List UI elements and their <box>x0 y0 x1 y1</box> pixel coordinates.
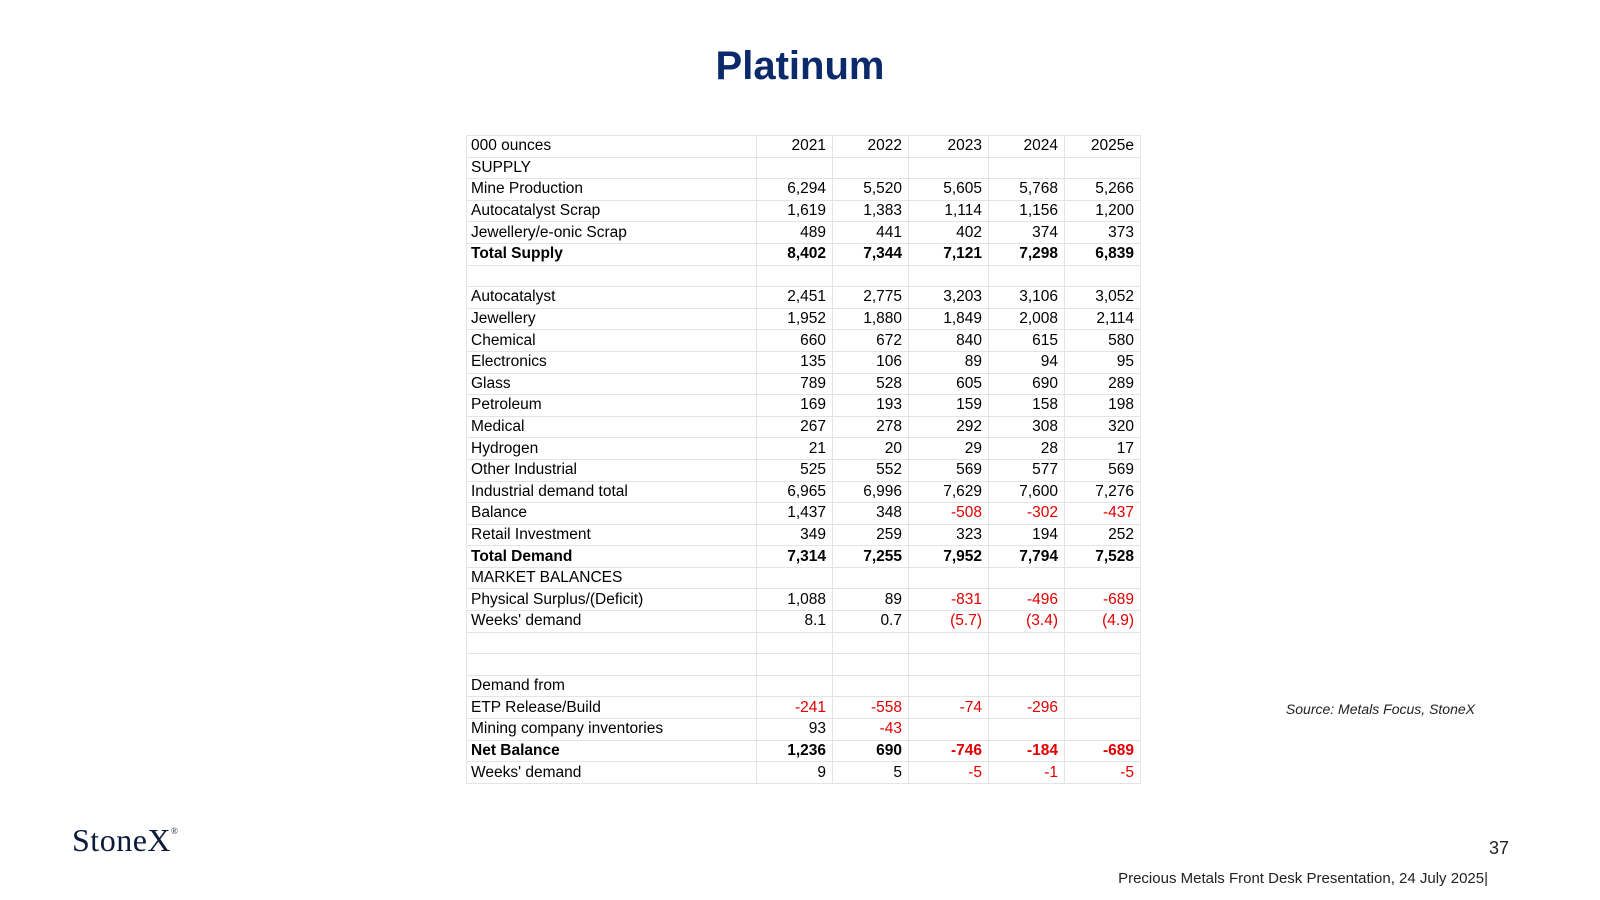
table-row <box>467 697 1141 719</box>
table-row <box>467 503 1141 525</box>
cell-2023: 402 <box>909 222 989 244</box>
cell-2024 <box>989 265 1065 287</box>
cell-2024: 1,156 <box>989 200 1065 222</box>
cell-2024: 308 <box>989 416 1065 438</box>
cell-2022: -43 <box>833 719 909 741</box>
cell-2023 <box>909 265 989 287</box>
logo-wordmark: StoneX <box>72 822 171 858</box>
table-row <box>467 740 1141 762</box>
row-label: Jewellery <box>467 308 757 330</box>
cell-2022: 5,520 <box>833 179 909 201</box>
cell-2021: 93 <box>757 719 833 741</box>
header-year-2025e: 2025e <box>1065 136 1141 158</box>
cell-2025e <box>1065 632 1141 654</box>
cell-2024: 158 <box>989 395 1065 417</box>
header-year-2023: 2023 <box>909 136 989 158</box>
cell-2025e <box>1065 567 1141 589</box>
cell-2022 <box>833 632 909 654</box>
cell-2023: 29 <box>909 438 989 460</box>
cell-2025e: 198 <box>1065 395 1141 417</box>
cell-2025e: 6,839 <box>1065 243 1141 265</box>
cell-2023 <box>909 632 989 654</box>
cell-2025e: -5 <box>1065 762 1141 784</box>
cell-2024 <box>989 157 1065 179</box>
header-year-2021: 2021 <box>757 136 833 158</box>
cell-2021: 135 <box>757 351 833 373</box>
cell-2025e <box>1065 265 1141 287</box>
cell-2024: -296 <box>989 697 1065 719</box>
footer-caption: Precious Metals Front Desk Presentation, 24 July 2025| <box>1118 870 1488 887</box>
cell-2023: -746 <box>909 740 989 762</box>
cell-2025e: 1,200 <box>1065 200 1141 222</box>
table-row <box>467 416 1141 438</box>
table-row <box>467 611 1141 633</box>
cell-2022: 89 <box>833 589 909 611</box>
cell-2023: 840 <box>909 330 989 352</box>
cell-2021: 349 <box>757 524 833 546</box>
cell-2024: 28 <box>989 438 1065 460</box>
table-row <box>467 330 1141 352</box>
row-label: SUPPLY <box>467 157 757 179</box>
cell-2023: 292 <box>909 416 989 438</box>
cell-2023: -74 <box>909 697 989 719</box>
cell-2021 <box>757 567 833 589</box>
cell-2021 <box>757 654 833 676</box>
cell-2025e: 252 <box>1065 524 1141 546</box>
cell-2022 <box>833 675 909 697</box>
row-label: Autocatalyst <box>467 287 757 309</box>
cell-2024: 374 <box>989 222 1065 244</box>
cell-2022: 441 <box>833 222 909 244</box>
table-row <box>467 351 1141 373</box>
cell-2023 <box>909 654 989 676</box>
row-label: Physical Surplus/(Deficit) <box>467 589 757 611</box>
cell-2022: 7,255 <box>833 546 909 568</box>
cell-2025e: -689 <box>1065 740 1141 762</box>
row-label: Jewellery/e-onic Scrap <box>467 222 757 244</box>
cell-2023: 159 <box>909 395 989 417</box>
row-label: Demand from <box>467 675 757 697</box>
platinum-balance-table <box>466 135 1141 784</box>
cell-2025e: 569 <box>1065 459 1141 481</box>
table-row <box>467 762 1141 784</box>
cell-2025e: (4.9) <box>1065 611 1141 633</box>
table-row <box>467 287 1141 309</box>
header-year-2022: 2022 <box>833 136 909 158</box>
cell-2021: 1,088 <box>757 589 833 611</box>
row-label: Hydrogen <box>467 438 757 460</box>
cell-2021: 1,619 <box>757 200 833 222</box>
row-label: Other Industrial <box>467 459 757 481</box>
cell-2022: 2,775 <box>833 287 909 309</box>
cell-2025e: 320 <box>1065 416 1141 438</box>
cell-2021 <box>757 675 833 697</box>
cell-2023: 7,952 <box>909 546 989 568</box>
cell-2024 <box>989 632 1065 654</box>
cell-2024 <box>989 719 1065 741</box>
row-label: Total Demand <box>467 546 757 568</box>
table-row <box>467 373 1141 395</box>
cell-2023: -831 <box>909 589 989 611</box>
cell-2022 <box>833 157 909 179</box>
cell-2024: 2,008 <box>989 308 1065 330</box>
source-note: Source: Metals Focus, StoneX <box>1285 701 1475 717</box>
cell-2024: 94 <box>989 351 1065 373</box>
row-label: Chemical <box>467 330 757 352</box>
table-row <box>467 524 1141 546</box>
stonex-logo <box>72 822 178 859</box>
cell-2022: 7,344 <box>833 243 909 265</box>
table-row <box>467 308 1141 330</box>
table-header <box>467 136 1141 158</box>
cell-2023 <box>909 719 989 741</box>
cell-2021: 267 <box>757 416 833 438</box>
row-label: Weeks' demand <box>467 762 757 784</box>
cell-2022: 0.7 <box>833 611 909 633</box>
cell-2021 <box>757 265 833 287</box>
row-label: Net Balance <box>467 740 757 762</box>
table-row <box>467 157 1141 179</box>
row-label: Autocatalyst Scrap <box>467 200 757 222</box>
cell-2021: 489 <box>757 222 833 244</box>
row-label: Electronics <box>467 351 757 373</box>
cell-2023: 569 <box>909 459 989 481</box>
cell-2023: 5,605 <box>909 179 989 201</box>
cell-2025e: 5,266 <box>1065 179 1141 201</box>
cell-2023: 323 <box>909 524 989 546</box>
cell-2024: 577 <box>989 459 1065 481</box>
cell-2024: 615 <box>989 330 1065 352</box>
row-label: Weeks' demand <box>467 611 757 633</box>
table-row <box>467 222 1141 244</box>
cell-2022: 1,383 <box>833 200 909 222</box>
cell-2022 <box>833 265 909 287</box>
cell-2024: 7,794 <box>989 546 1065 568</box>
cell-2021: 2,451 <box>757 287 833 309</box>
cell-2021: 9 <box>757 762 833 784</box>
row-label: MARKET BALANCES <box>467 567 757 589</box>
cell-2021: 21 <box>757 438 833 460</box>
header-year-2024: 2024 <box>989 136 1065 158</box>
cell-2023: 3,203 <box>909 287 989 309</box>
cell-2022: 193 <box>833 395 909 417</box>
row-label: Glass <box>467 373 757 395</box>
cell-2025e: -689 <box>1065 589 1141 611</box>
cell-2021: 8,402 <box>757 243 833 265</box>
cell-2025e: 3,052 <box>1065 287 1141 309</box>
cell-2025e: 2,114 <box>1065 308 1141 330</box>
row-label: Medical <box>467 416 757 438</box>
cell-2021: 660 <box>757 330 833 352</box>
cell-2025e <box>1065 697 1141 719</box>
table-row <box>467 589 1141 611</box>
table-row <box>467 719 1141 741</box>
cell-2022: 6,996 <box>833 481 909 503</box>
table-row <box>467 459 1141 481</box>
cell-2022: 106 <box>833 351 909 373</box>
header-units-label: 000 ounces <box>467 136 757 158</box>
header-row <box>467 136 1141 158</box>
cell-2023 <box>909 675 989 697</box>
table-row <box>467 675 1141 697</box>
cell-2023: (5.7) <box>909 611 989 633</box>
cell-2024: -1 <box>989 762 1065 784</box>
cell-2023: 1,114 <box>909 200 989 222</box>
cell-2025e <box>1065 719 1141 741</box>
cell-2023: 89 <box>909 351 989 373</box>
cell-2023: 605 <box>909 373 989 395</box>
cell-2024: 194 <box>989 524 1065 546</box>
row-label: Petroleum <box>467 395 757 417</box>
cell-2024: 7,600 <box>989 481 1065 503</box>
cell-2024: -302 <box>989 503 1065 525</box>
row-label <box>467 265 757 287</box>
cell-2021: 789 <box>757 373 833 395</box>
cell-2021: 1,952 <box>757 308 833 330</box>
cell-2023: -508 <box>909 503 989 525</box>
page-title: Platinum <box>715 44 885 88</box>
cell-2021: 1,236 <box>757 740 833 762</box>
table-row <box>467 546 1141 568</box>
row-label: Industrial demand total <box>467 481 757 503</box>
cell-2022: 1,880 <box>833 308 909 330</box>
cell-2024: 3,106 <box>989 287 1065 309</box>
cell-2024: (3.4) <box>989 611 1065 633</box>
row-label: Total Supply <box>467 243 757 265</box>
cell-2021: 169 <box>757 395 833 417</box>
cell-2022: 20 <box>833 438 909 460</box>
cell-2025e: 7,276 <box>1065 481 1141 503</box>
cell-2022: 278 <box>833 416 909 438</box>
cell-2022: 690 <box>833 740 909 762</box>
table-row <box>467 481 1141 503</box>
cell-2025e: 373 <box>1065 222 1141 244</box>
cell-2021 <box>757 632 833 654</box>
table-body <box>467 157 1141 783</box>
cell-2024: -496 <box>989 589 1065 611</box>
cell-2024: 5,768 <box>989 179 1065 201</box>
table-row <box>467 567 1141 589</box>
row-label: Balance <box>467 503 757 525</box>
cell-2023: 7,121 <box>909 243 989 265</box>
cell-2021: 7,314 <box>757 546 833 568</box>
page-number: 37 <box>1488 838 1509 858</box>
cell-2022 <box>833 654 909 676</box>
cell-2022: 528 <box>833 373 909 395</box>
table-row <box>467 179 1141 201</box>
cell-2025e <box>1065 675 1141 697</box>
cell-2025e <box>1065 654 1141 676</box>
cell-2021: 525 <box>757 459 833 481</box>
cell-2024 <box>989 654 1065 676</box>
cell-2022: -558 <box>833 697 909 719</box>
cell-2022 <box>833 567 909 589</box>
row-label: Retail Investment <box>467 524 757 546</box>
cell-2021: 6,294 <box>757 179 833 201</box>
row-label: Mining company inventories <box>467 719 757 741</box>
cell-2024: 690 <box>989 373 1065 395</box>
row-label: Mine Production <box>467 179 757 201</box>
cell-2021: 8.1 <box>757 611 833 633</box>
cell-2024: 7,298 <box>989 243 1065 265</box>
cell-2021: 6,965 <box>757 481 833 503</box>
cell-2023 <box>909 567 989 589</box>
cell-2023: 1,849 <box>909 308 989 330</box>
logo-registered-mark: ® <box>171 826 179 836</box>
table-row <box>467 632 1141 654</box>
cell-2024 <box>989 675 1065 697</box>
cell-2025e: 289 <box>1065 373 1141 395</box>
cell-2022: 348 <box>833 503 909 525</box>
cell-2022: 5 <box>833 762 909 784</box>
table-row <box>467 243 1141 265</box>
row-label <box>467 632 757 654</box>
cell-2025e: 17 <box>1065 438 1141 460</box>
cell-2021: 1,437 <box>757 503 833 525</box>
table-row <box>467 265 1141 287</box>
cell-2025e: -437 <box>1065 503 1141 525</box>
cell-2022: 259 <box>833 524 909 546</box>
cell-2023: -5 <box>909 762 989 784</box>
table-row <box>467 654 1141 676</box>
cell-2022: 552 <box>833 459 909 481</box>
cell-2023 <box>909 157 989 179</box>
cell-2025e <box>1065 157 1141 179</box>
cell-2022: 672 <box>833 330 909 352</box>
cell-2021: -241 <box>757 697 833 719</box>
table-row <box>467 438 1141 460</box>
cell-2025e: 95 <box>1065 351 1141 373</box>
cell-2025e: 7,528 <box>1065 546 1141 568</box>
cell-2025e: 580 <box>1065 330 1141 352</box>
cell-2024 <box>989 567 1065 589</box>
row-label: ETP Release/Build <box>467 697 757 719</box>
cell-2021 <box>757 157 833 179</box>
cell-2024: -184 <box>989 740 1065 762</box>
cell-2023: 7,629 <box>909 481 989 503</box>
table-row <box>467 395 1141 417</box>
row-label <box>467 654 757 676</box>
table-row <box>467 200 1141 222</box>
